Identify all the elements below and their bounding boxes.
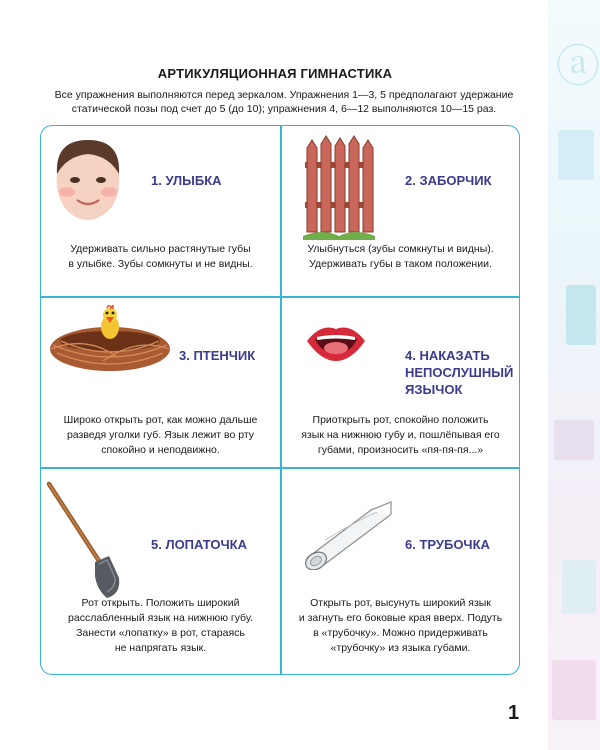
page-title: АРТИКУЛЯЦИОННАЯ ГИМНАСТИКА (157, 66, 393, 81)
decorative-block (566, 285, 596, 345)
exercise-description: Улыбнуться (зубы сомкнуты и видны). Удерживать губы в таком положении. (307, 243, 494, 270)
exercise-description: Удерживать сильно растянутые губы в улыбке. Зубы сомкнуты и не видны. (68, 243, 253, 270)
decorative-block (562, 560, 596, 614)
exercise-card-chick (41, 297, 280, 467)
exercise-title: 1. УЛЫБКА (151, 173, 222, 188)
rolled-paper-icon (295, 500, 395, 570)
exercise-card-fence (281, 126, 520, 296)
exercise-title: 2. ЗАБОРЧИК (405, 173, 492, 188)
exercise-description: Рот открыть. Положить широкий расслабленный язык на нижнюю губу. Занести «лопатку» в рот, стараясь не напрягать язык. (68, 597, 253, 654)
exercise-description: Широко открыть рот, как можно дальше разведя уголки губ. Язык лежит во рту спокойно и неподвижно. (63, 414, 258, 456)
exercise-title: 6. ТРУБОЧКА (405, 537, 490, 552)
exercise-card-smile (41, 126, 280, 296)
exercise-card-spatula (41, 468, 280, 654)
shovel-icon (43, 478, 129, 602)
exercise-card-naughty-tongue (281, 297, 520, 467)
page-number: 1 (508, 702, 520, 724)
exercise-description: Открыть рот, высунуть широкий язык и загнуть его боковые края вверх. Подуть в «трубочку». Можно придерживать «трубочку» из языка губами. (298, 597, 503, 654)
exercise-description: Приоткрыть рот, спокойно положить язык на нижнюю губу и, пошлёпывая его губами, произносить «пя-пя-пя...» (301, 414, 500, 456)
exercise-title: 4. НАКАЗАТЬ НЕПОСЛУШНЫЙ ЯЗЫЧОК (405, 348, 514, 397)
decorative-letter-icon: ⓐ (556, 41, 600, 92)
smiling-face-icon (49, 134, 127, 222)
mouth-icon (303, 319, 369, 365)
bird-nest-icon (47, 305, 173, 375)
decorative-block (554, 420, 594, 460)
intro-text: Все упражнения выполняются перед зеркалом. Упражнения 1—3, 5 предполагают удержание статической позы под счет до 5 (до 10); упражнения 4, 6—12 выполняются 10—15 раз. (54, 89, 514, 115)
exercise-card-tube (281, 468, 520, 654)
fence-icon (303, 132, 375, 240)
decorative-side-strip (548, 0, 600, 750)
decorative-block (552, 660, 596, 720)
exercise-grid (40, 125, 520, 675)
decorative-block (558, 130, 594, 180)
exercise-title: 3. ПТЕНЧИК (179, 348, 256, 363)
exercise-title: 5. ЛОПАТОЧКА (151, 537, 247, 552)
